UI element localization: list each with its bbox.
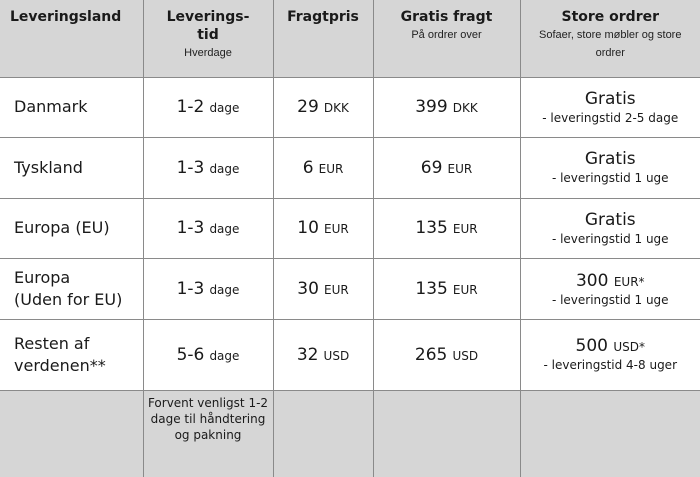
shipping-price-unit: USD bbox=[323, 348, 350, 363]
free-shipping-cell bbox=[373, 259, 520, 320]
header-delivery-time-sub: Hverdage bbox=[184, 47, 232, 59]
footer-note: Forvent venligst 1-2 dage til håndtering og pakning bbox=[143, 390, 273, 477]
free-shipping-cell bbox=[373, 138, 520, 199]
large-orders-unit: EUR* bbox=[613, 274, 645, 289]
large-orders-value: Gratis bbox=[584, 149, 636, 170]
footer-empty-3 bbox=[273, 390, 373, 477]
shipping-price-unit: EUR bbox=[324, 222, 349, 237]
large-orders-main bbox=[521, 336, 700, 357]
large-orders-main bbox=[521, 149, 700, 170]
header-free-shipping-sub: På ordrer over bbox=[411, 29, 482, 41]
free-shipping-value: 135 bbox=[415, 279, 448, 300]
header-country bbox=[0, 0, 143, 77]
delivery-time-cell bbox=[143, 198, 273, 259]
header-row bbox=[0, 0, 700, 77]
delivery-time-value: 1-3 bbox=[176, 157, 205, 178]
large-orders-main bbox=[521, 271, 700, 292]
free-shipping-cell bbox=[373, 198, 520, 259]
free-shipping-value: 135 bbox=[415, 218, 448, 239]
shipping-price-cell bbox=[273, 319, 373, 390]
free-shipping-unit: EUR bbox=[447, 161, 473, 176]
delivery-time-unit: dage bbox=[209, 101, 240, 116]
large-orders-sub: - leveringstid 1 uge bbox=[551, 231, 669, 246]
free-shipping-value: 69 bbox=[420, 157, 443, 178]
shipping-price-cell bbox=[273, 198, 373, 259]
delivery-time-unit: dage bbox=[209, 222, 240, 237]
header-large-orders-sub: Sofaer, store møbler og store ordrer bbox=[539, 29, 682, 59]
shipping-price-cell bbox=[273, 77, 373, 138]
large-orders-value: Gratis bbox=[584, 88, 636, 109]
delivery-time-value: 5-6 bbox=[176, 344, 205, 365]
delivery-time-unit: dage bbox=[209, 161, 240, 176]
country-cell: Danmark bbox=[0, 77, 143, 138]
large-orders-cell bbox=[520, 138, 700, 199]
header-country-label: Leveringsland bbox=[10, 9, 122, 25]
shipping-price-cell bbox=[273, 138, 373, 199]
free-shipping-unit: USD bbox=[452, 348, 479, 363]
country-cell: Tyskland bbox=[0, 138, 143, 199]
delivery-time-unit: dage bbox=[209, 283, 240, 298]
shipping-price-value: 32 bbox=[296, 344, 319, 365]
large-orders-sub: - leveringstid 1 uge bbox=[551, 171, 669, 186]
large-orders-main bbox=[521, 210, 700, 231]
delivery-time-cell bbox=[143, 319, 273, 390]
country-cell: Resten af verdenen** bbox=[0, 319, 143, 390]
header-shipping-price-label: Fragtpris bbox=[287, 9, 359, 25]
large-orders-sub: - leveringstid 2-5 dage bbox=[542, 110, 679, 125]
free-shipping-cell bbox=[373, 77, 520, 138]
shipping-price-value: 29 bbox=[297, 97, 319, 118]
shipping-price-value: 10 bbox=[297, 218, 319, 239]
header-free-shipping-label: Gratis fragt bbox=[400, 9, 493, 25]
large-orders-unit: USD* bbox=[613, 340, 645, 355]
delivery-time-cell bbox=[143, 77, 273, 138]
footer-empty-1 bbox=[0, 390, 143, 477]
large-orders-sub: - leveringstid 1 uge bbox=[551, 292, 669, 307]
shipping-price-unit: EUR bbox=[324, 283, 349, 298]
large-orders-value: Gratis bbox=[584, 209, 636, 230]
large-orders-cell bbox=[520, 198, 700, 259]
large-orders-cell bbox=[520, 319, 700, 390]
header-large-orders-label: Store ordrer bbox=[561, 9, 659, 25]
shipping-price-value: 30 bbox=[297, 279, 319, 300]
header-large-orders bbox=[520, 0, 700, 77]
table-row bbox=[0, 198, 700, 259]
free-shipping-value: 399 bbox=[415, 97, 448, 118]
free-shipping-unit: EUR bbox=[452, 222, 478, 237]
delivery-time-value: 1-3 bbox=[176, 279, 205, 300]
header-shipping-price bbox=[273, 0, 373, 77]
large-orders-sub: - leveringstid 4-8 uger bbox=[543, 358, 677, 373]
delivery-time-unit: dage bbox=[209, 348, 240, 363]
table-row bbox=[0, 138, 700, 199]
delivery-time-value: 1-3 bbox=[176, 218, 205, 239]
header-free-shipping bbox=[373, 0, 520, 77]
delivery-time-value: 1-2 bbox=[176, 97, 205, 118]
free-shipping-unit: EUR bbox=[452, 283, 478, 298]
header-delivery-time bbox=[143, 0, 273, 77]
country-cell: Europa (Uden for EU) bbox=[0, 259, 143, 320]
header-delivery-time-label: Leverings- tid bbox=[166, 9, 250, 43]
shipping-price-value: 6 bbox=[302, 157, 314, 178]
free-shipping-value: 265 bbox=[414, 344, 448, 365]
table-row bbox=[0, 319, 700, 390]
large-orders-cell bbox=[520, 259, 700, 320]
free-shipping-unit: DKK bbox=[452, 101, 478, 116]
large-orders-cell bbox=[520, 77, 700, 138]
shipping-price-cell bbox=[273, 259, 373, 320]
footer-row bbox=[0, 390, 700, 477]
table-row bbox=[0, 259, 700, 320]
shipping-price-unit: DKK bbox=[323, 101, 349, 116]
footer-empty-4 bbox=[373, 390, 520, 477]
country-cell: Europa (EU) bbox=[0, 198, 143, 259]
large-orders-value: 500 bbox=[575, 336, 608, 357]
delivery-time-cell bbox=[143, 138, 273, 199]
large-orders-value: 300 bbox=[575, 270, 609, 291]
delivery-time-cell bbox=[143, 259, 273, 320]
table-row bbox=[0, 77, 700, 138]
shipping-price-unit: EUR bbox=[318, 161, 344, 176]
large-orders-main bbox=[521, 89, 700, 110]
free-shipping-cell bbox=[373, 319, 520, 390]
footer-empty-5 bbox=[520, 390, 700, 477]
